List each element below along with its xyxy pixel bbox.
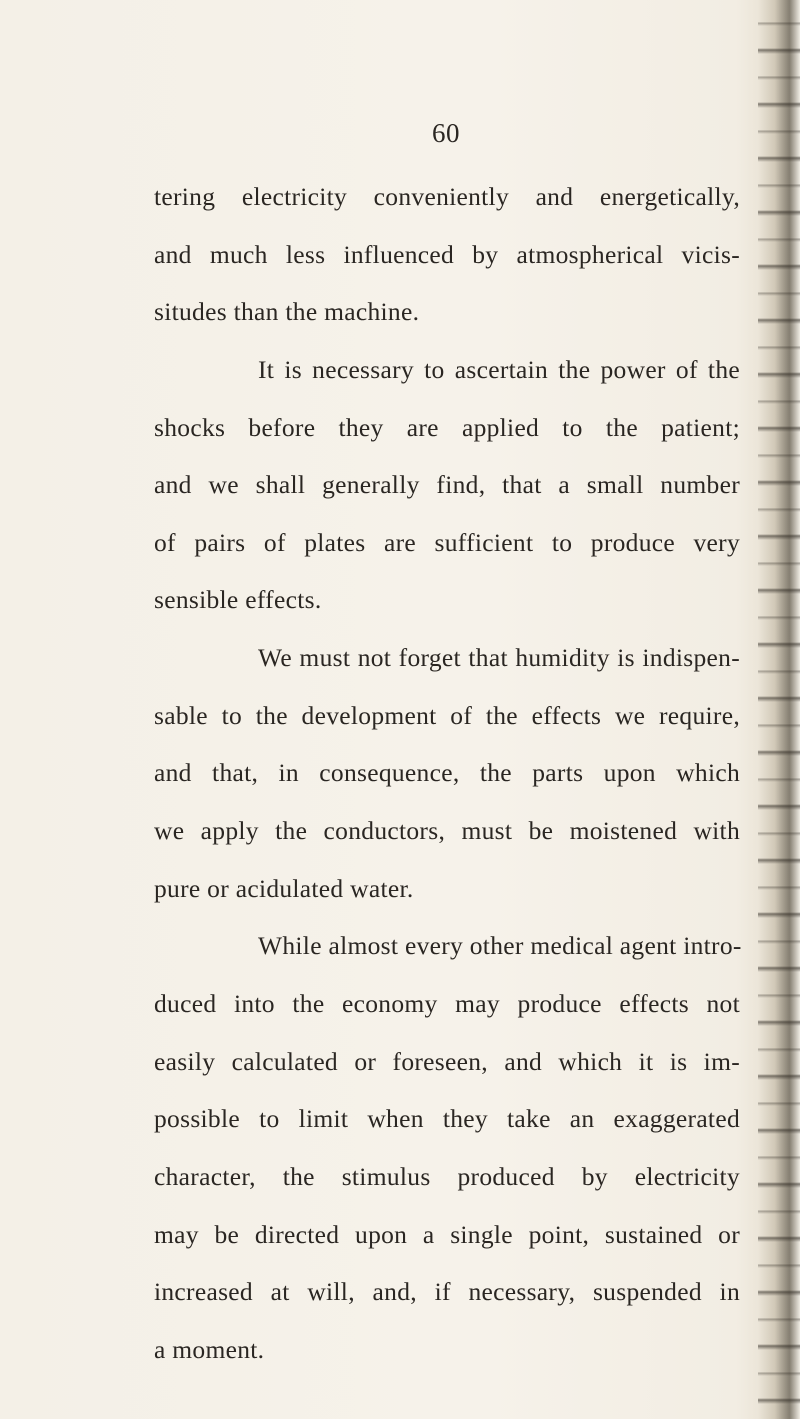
text-line: and much less influenced by atmospherical vicis- [154,239,740,269]
text-line: tering electricity conveniently and energetically, [154,182,740,211]
text-line: situdes than the machine. [154,297,420,327]
page-binding-edge [758,0,800,1419]
text-line: duced into the economy may produce effects not [154,988,740,1018]
text-line: and that, in consequence, the parts upon which [154,758,740,788]
text-line: shocks before they are applied to the patient; [154,412,740,442]
text-line: increased at will, and, if necessary, suspended in [154,1277,740,1307]
text-line: sable to the development of the effects we require, [154,700,740,730]
paragraph-first-line: It is necessary to ascertain the power of the [258,354,740,384]
paragraph-first-line: While almost every other medical agent intro- [258,931,742,961]
text-line: easily calculated or foreseen, and which it is im- [154,1046,740,1076]
body-text [154,168,740,1378]
text-line: pure or acidulated water. [154,873,414,903]
text-line: sensible effects. [154,585,322,615]
paragraph-first-line: We must not forget that humidity is indispen- [258,643,740,673]
text-line: may be directed upon a single point, sustained or [154,1219,740,1249]
page-number: 60 [432,118,460,148]
text-line: and we shall generally find, that a small number [154,470,740,500]
text-line: possible to limit when they take an exaggerated [154,1104,740,1134]
text-line: we apply the conductors, must be moistened with [154,816,740,846]
text-line: of pairs of plates are sufficient to produce very [154,527,740,557]
text-line: character, the stimulus produced by electricity [154,1161,740,1191]
text-line: a moment. [154,1334,265,1364]
